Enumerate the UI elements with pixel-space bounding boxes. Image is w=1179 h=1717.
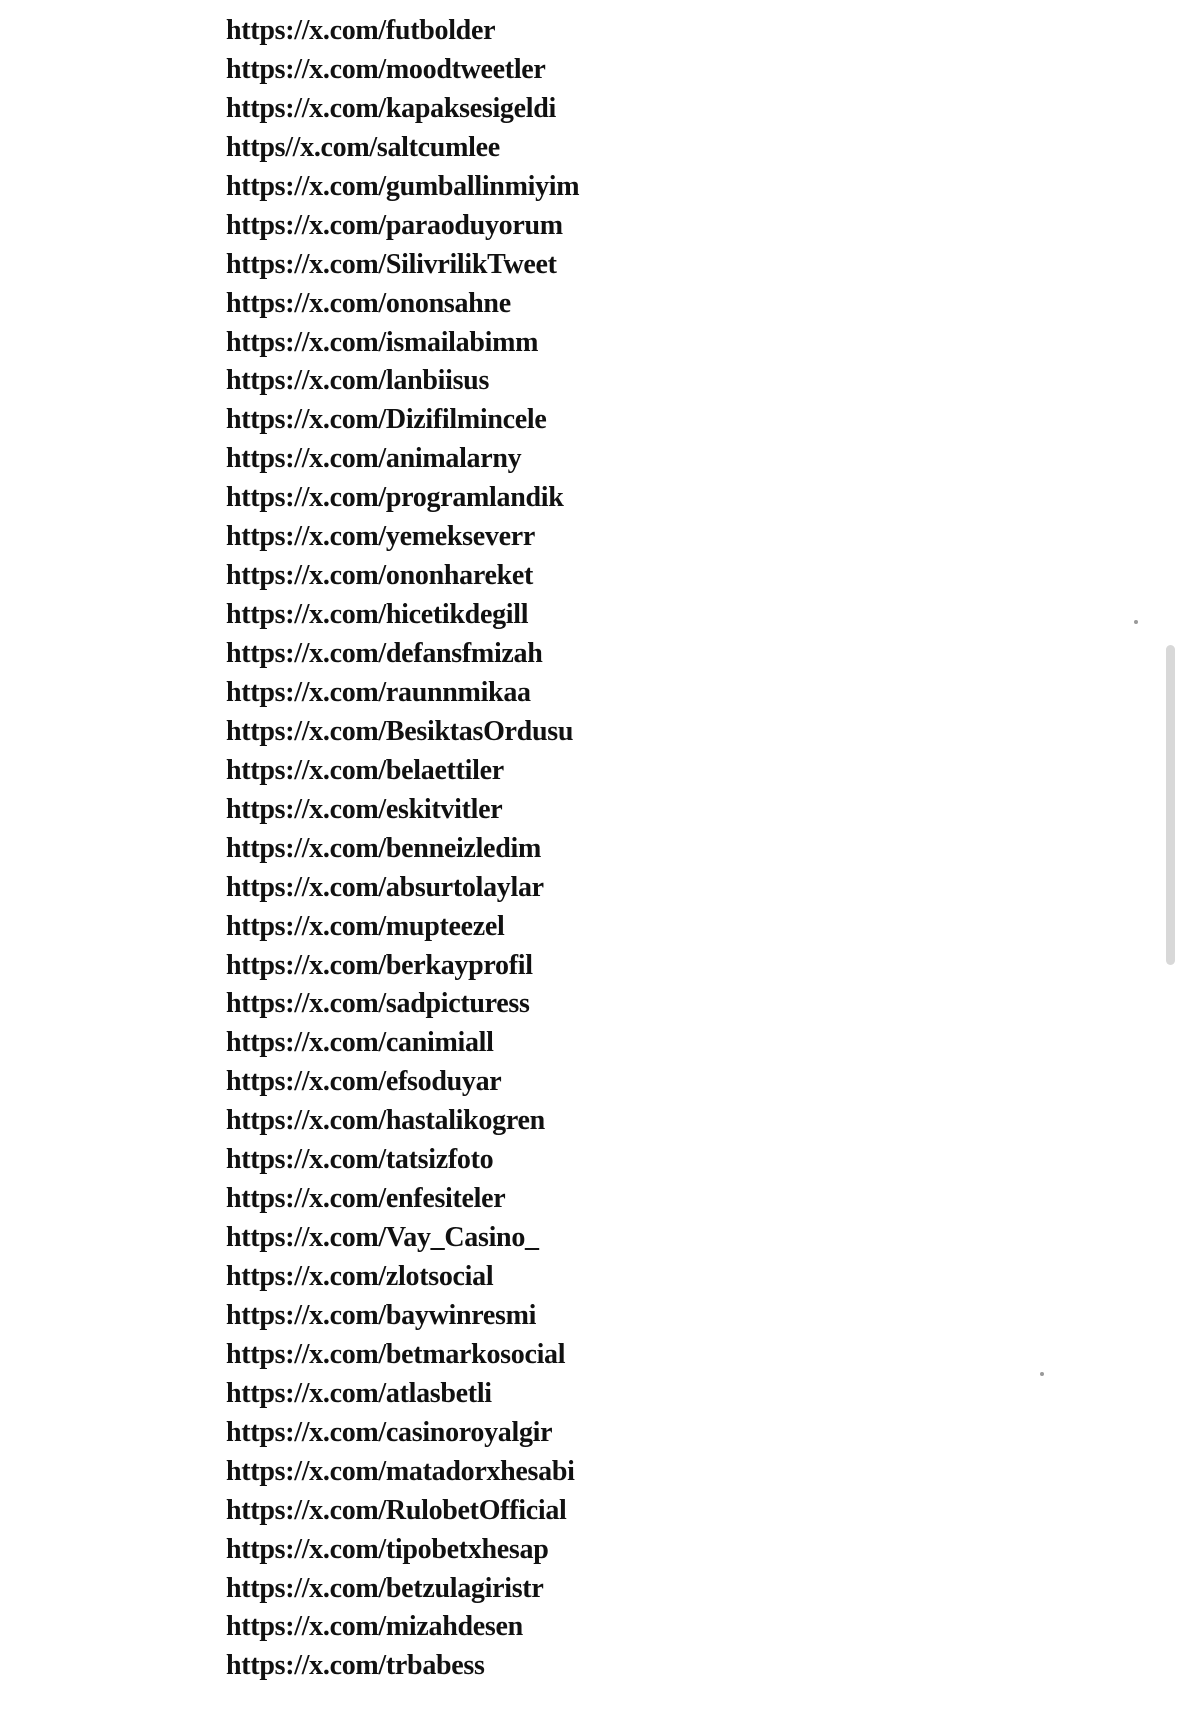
url-line: https://x.com/SilivrilikTweet	[226, 248, 557, 280]
url-line: https://x.com/efsoduyar	[226, 1066, 502, 1098]
url-line: https://x.com/benneizledim	[226, 832, 541, 864]
url-line: https://x.com/gumballinmiyim	[226, 170, 580, 202]
url-line: https://x.com/moodtweetler	[226, 53, 546, 85]
url-line: https://x.com/canimiall	[226, 1027, 494, 1059]
url-line: https://x.com/mupteezel	[226, 910, 505, 942]
url-line: https://x.com/eskitvitler	[226, 793, 503, 825]
url-line: https://x.com/tatsizfoto	[226, 1144, 494, 1176]
url-line: https://x.com/kapaksesigeldi	[226, 92, 556, 124]
url-line: https://x.com/absurtolaylar	[226, 871, 544, 903]
url-line: https://x.com/casinoroyalgir	[226, 1416, 553, 1448]
url-line: https://x.com/mizahdesen	[226, 1611, 523, 1643]
url-list	[226, 12, 579, 1686]
url-line: https://x.com/enfesiteler	[226, 1183, 506, 1215]
url-line: https://x.com/atlasbetli	[226, 1377, 492, 1409]
url-line: https://x.com/ismailabimm	[226, 326, 539, 358]
url-line: https://x.com/betmarkosocial	[226, 1338, 566, 1370]
url-line: https://x.com/ononhareket	[226, 560, 533, 592]
url-line: https://x.com/animalarny	[226, 443, 522, 475]
url-line: https://x.com/berkayprofil	[226, 949, 533, 981]
url-line: https://x.com/baywinresmi	[226, 1299, 537, 1331]
url-line: https://x.com/yemekseverr	[226, 521, 535, 553]
url-line: https://x.com/Vay_Casino_	[226, 1222, 539, 1254]
url-line: https://x.com/BesiktasOrdusu	[226, 715, 574, 747]
url-line: https://x.com/RulobetOfficial	[226, 1494, 567, 1526]
url-line: https://x.com/sadpicturess	[226, 988, 530, 1020]
url-line: https://x.com/futbolder	[226, 15, 496, 46]
url-line: https://x.com/defansfmizah	[226, 638, 543, 669]
url-line: https://x.com/zlotsocial	[226, 1261, 494, 1292]
url-line: https://x.com/hastalikogren	[226, 1105, 545, 1137]
url-line: https://x.com/tipobetxhesap	[226, 1533, 549, 1565]
url-line: https://x.com/lanbiisus	[226, 365, 490, 397]
url-line: https://x.com/belaettiler	[226, 754, 504, 786]
url-line: https://x.com/trbabess	[226, 1650, 485, 1682]
url-line: https://x.com/raunnmikaa	[226, 676, 531, 708]
url-line: https://x.com/matadorxhesabi	[226, 1455, 575, 1487]
scan-speck	[1134, 620, 1138, 624]
url-line: https://x.com/ononsahne	[226, 287, 511, 319]
url-line: https//x.com/saltcumlee	[226, 131, 500, 163]
scan-speck	[1040, 1372, 1044, 1376]
url-line: https://x.com/programlandik	[226, 482, 564, 514]
url-line: https://x.com/paraoduyorum	[226, 209, 563, 241]
url-line: https://x.com/Dizifilmincele	[226, 404, 547, 436]
url-line: https://x.com/hicetikdegill	[226, 599, 529, 631]
url-line: https://x.com/betzulagiristr	[226, 1572, 544, 1604]
vertical-scrollbar[interactable]	[1166, 645, 1175, 965]
